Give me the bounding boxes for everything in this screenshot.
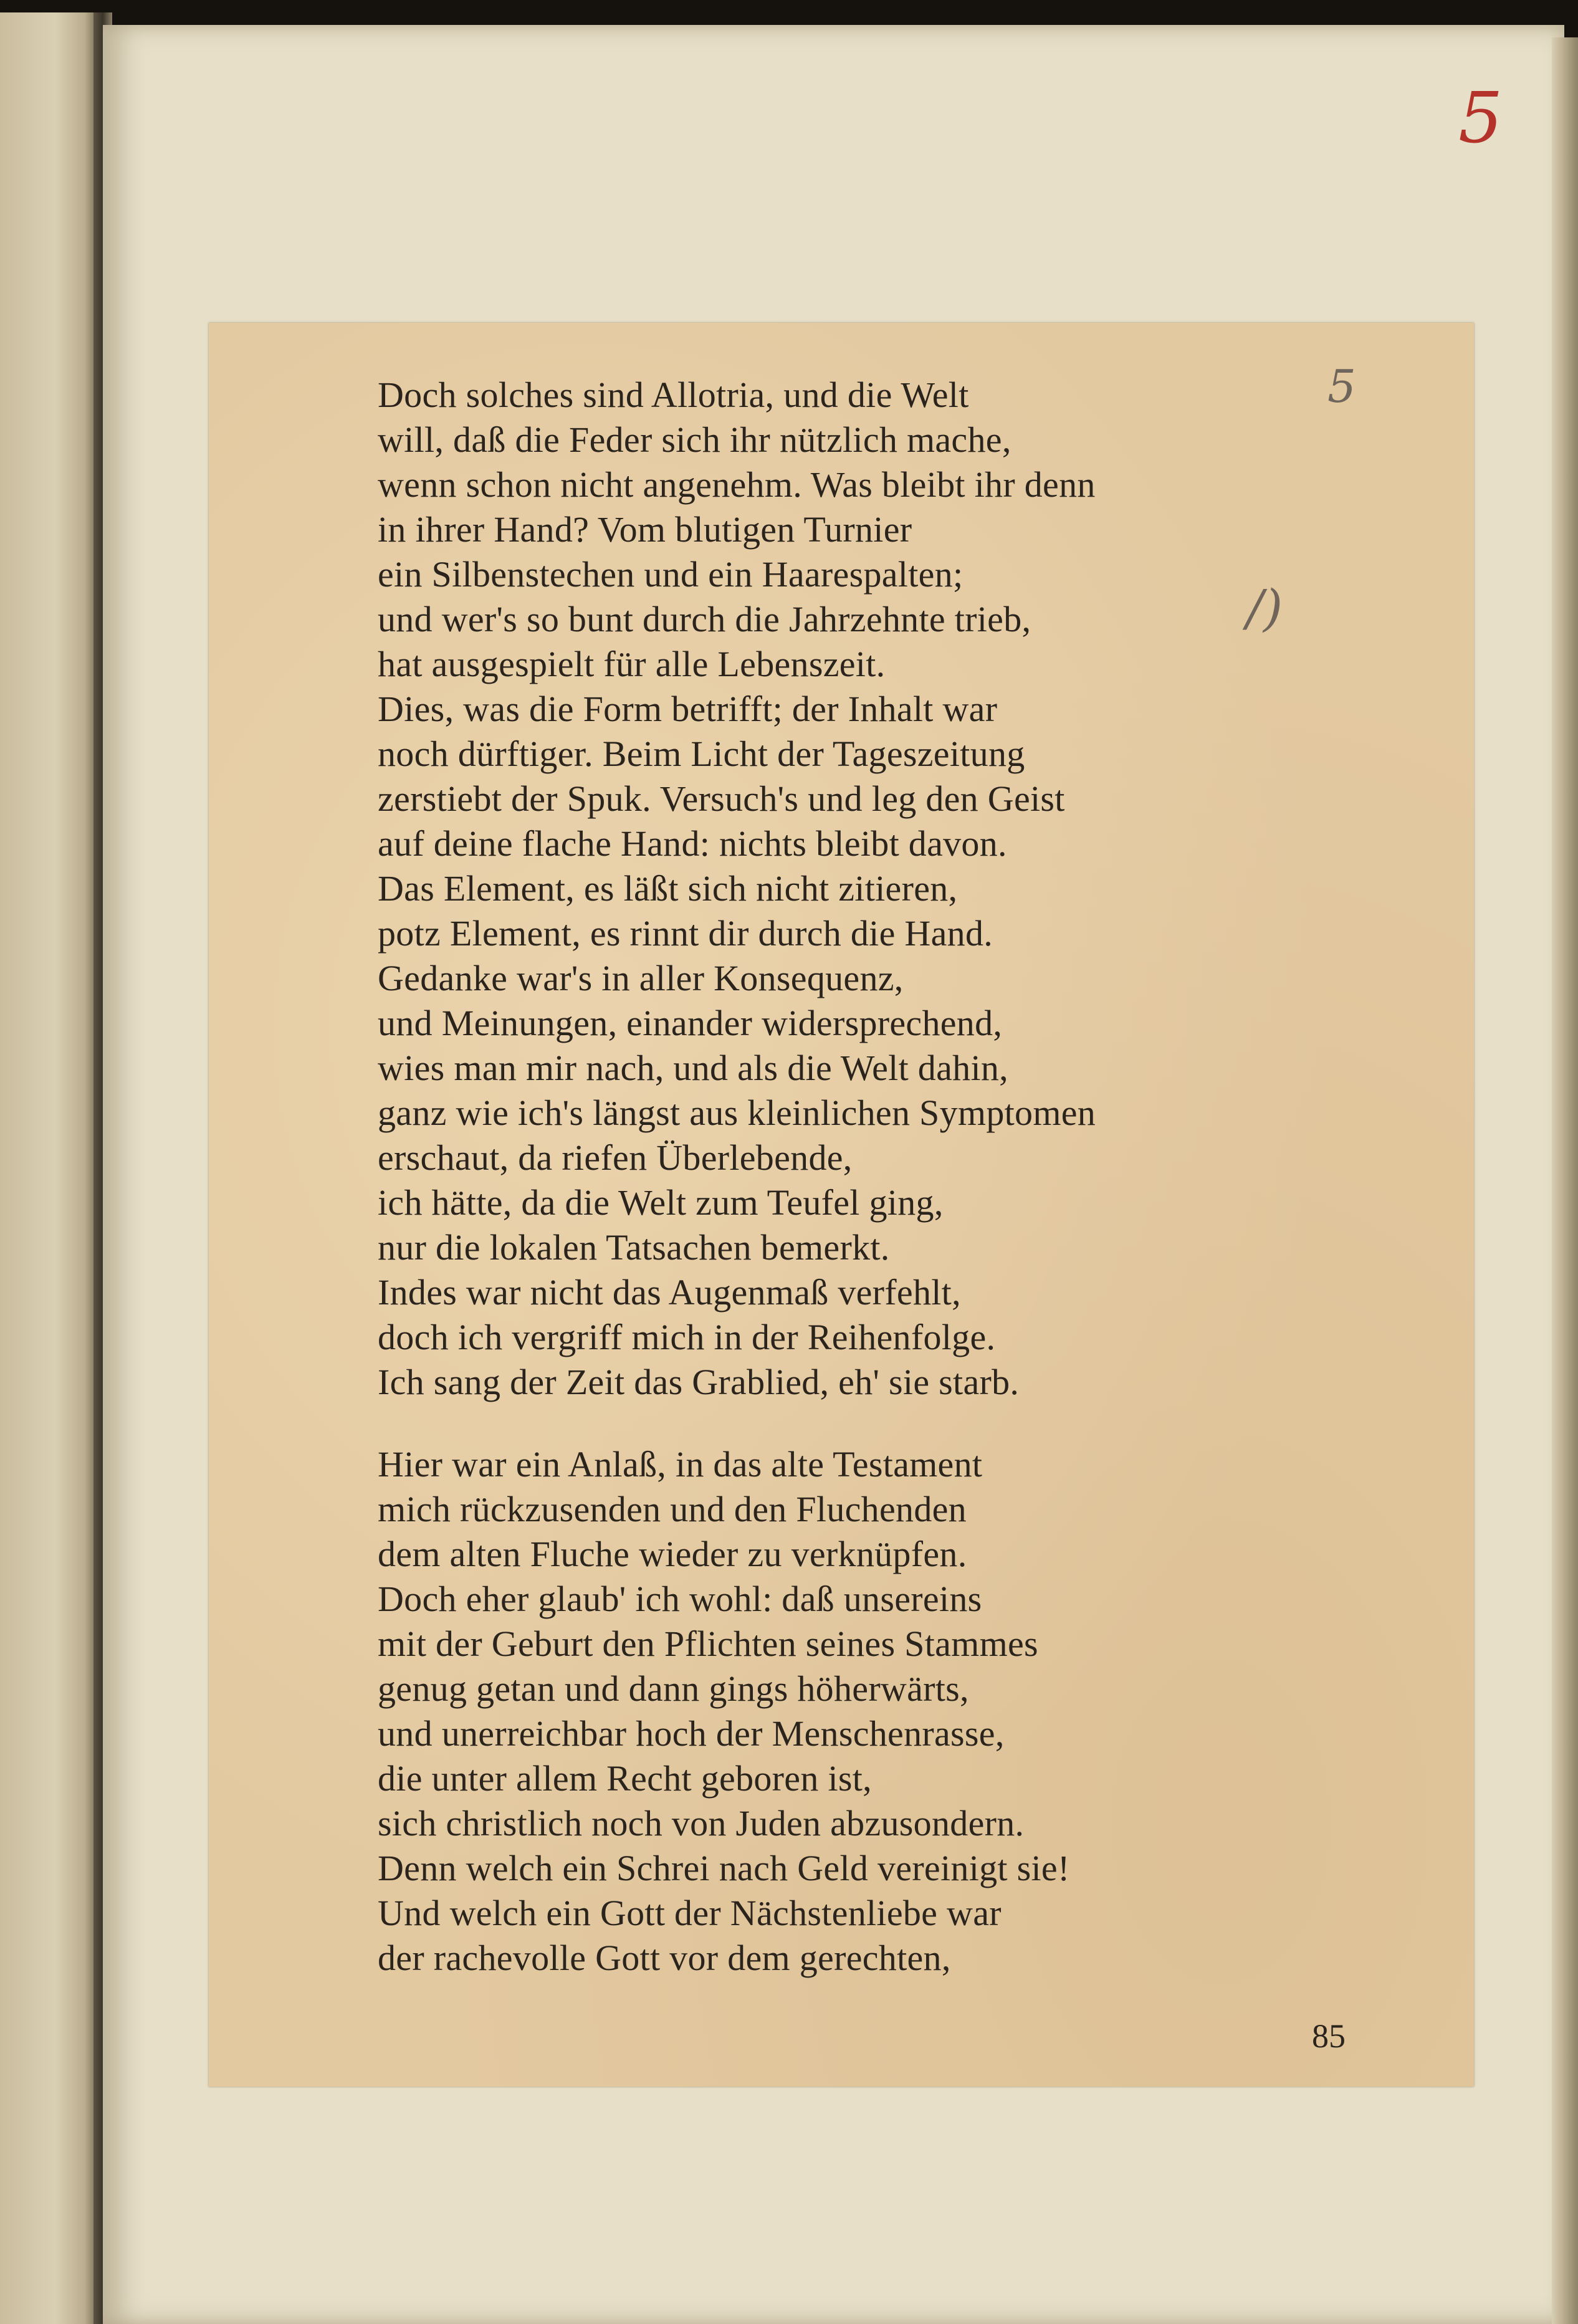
verse-line: und wer's so bunt durch die Jahrzehnte trieb, (378, 599, 1031, 639)
verse-line: auf deine flache Hand: nichts bleibt davon. (378, 823, 1007, 864)
verse-line: noch dürftiger. Beim Licht der Tageszeitung (378, 734, 1025, 774)
verse-line: hat ausgespielt für alle Lebenszeit. (378, 644, 886, 684)
verse-line: Gedanke war's in aller Konsequenz, (378, 958, 904, 998)
verse-line: ganz wie ich's längst aus kleinlichen Symptomen (378, 1093, 1096, 1133)
verse-line: ein Silbenstechen und ein Haarespalten; (378, 554, 964, 595)
verse-line: Hier war ein Anlaß, in das alte Testament (378, 1444, 983, 1485)
verse-line: Das Element, es läßt sich nicht zitieren, (378, 868, 958, 909)
verse-line: Ich sang der Zeit das Grablied, eh' sie starb. (378, 1362, 1020, 1402)
verse-line: mit der Geburt den Pflichten seines Stammes (378, 1623, 1038, 1664)
verse-line: Und welch ein Gott der Nächstenliebe war (378, 1893, 1002, 1933)
verse-line: will, daß die Feder sich ihr nützlich mache, (378, 419, 1011, 460)
verse-line: doch ich vergriff mich in der Reihenfolge. (378, 1317, 996, 1357)
printed-page-number: 85 (1312, 2017, 1346, 2055)
verse-line: Denn welch ein Schrei nach Geld vereinigt sie! (378, 1848, 1070, 1888)
verse-line: ich hätte, da die Welt zum Teufel ging, (378, 1182, 944, 1223)
verse-line: und unerreichbar hoch der Menschenrasse, (378, 1713, 1005, 1754)
verse-line: die unter allem Recht geboren ist, (378, 1758, 872, 1799)
verse-line: nur die lokalen Tatsachen bemerkt. (378, 1227, 890, 1268)
poem-stanza-2 (378, 1442, 1437, 1981)
poem-stanza-1 (378, 373, 1437, 1405)
verse-line: sich christlich noch von Juden abzusondern. (378, 1803, 1025, 1843)
verse-line: und Meinungen, einander widersprechend, (378, 1003, 1003, 1043)
page-fore-edge (1552, 37, 1578, 2324)
verse-line: in ihrer Hand? Vom blutigen Turnier (378, 509, 912, 550)
verse-line: erschaut, da riefen Überlebende, (378, 1137, 853, 1178)
facing-page-edge (0, 12, 100, 2324)
verse-line: Indes war nicht das Augenmaß verfehlt, (378, 1272, 961, 1313)
pencil-annotation-bracket: /) (1246, 579, 1283, 637)
handwritten-folio-number: 5 (1458, 78, 1503, 159)
verse-line: der rachevolle Gott vor dem gerechten, (378, 1938, 951, 1978)
verse-line: wenn schon nicht angenehm. Was bleibt ihr denn (378, 464, 1096, 505)
verse-line: Dies, was die Form betrifft; der Inhalt war (378, 689, 998, 729)
verse-line: genug getan und dann gings höherwärts, (378, 1668, 969, 1709)
verse-line: Doch eher glaub' ich wohl: daß unsereins (378, 1579, 982, 1619)
verse-line: Doch solches sind Allotria, und die Welt (378, 375, 969, 415)
pencil-annotation-number: 5 (1327, 360, 1356, 413)
verse-line: wies man mir nach, und als die Welt dahin, (378, 1048, 1008, 1088)
verse-line: potz Element, es rinnt dir durch die Hand. (378, 913, 993, 954)
verse-line: dem alten Fluche wieder zu verknüpfen. (378, 1534, 967, 1574)
verse-line: zerstiebt der Spuk. Versuch's und leg den Geist (378, 778, 1065, 819)
verse-line: mich rückzusenden und den Fluchenden (378, 1489, 967, 1529)
